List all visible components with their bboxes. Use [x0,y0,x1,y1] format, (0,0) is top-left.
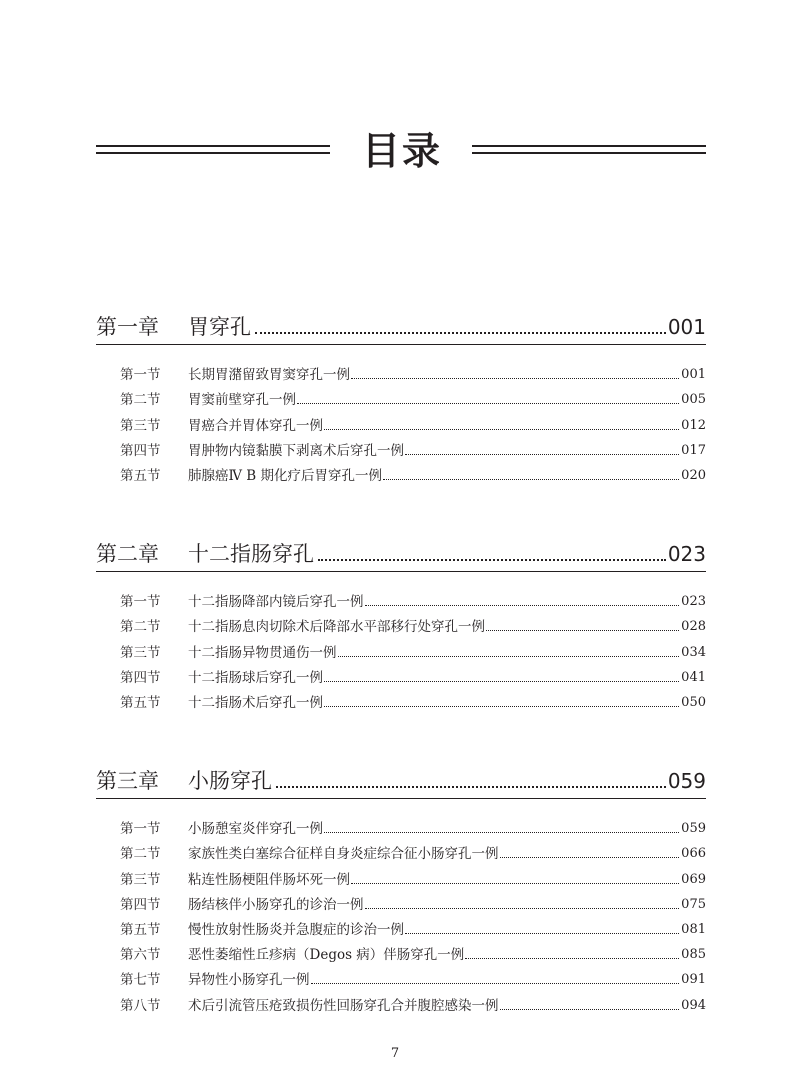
chapter-title: 胃穿孔 [188,315,251,339]
leader-dots [311,983,680,984]
section-number: 第二节 [120,846,161,863]
chapter-page: 023 [667,542,706,566]
toc-entry[interactable] [96,863,706,888]
section-title: 胃癌合并胃体穿孔一例 [188,417,323,434]
toc-title-block [0,127,790,177]
leader-dots [351,883,679,884]
toc-entry[interactable] [96,435,706,460]
leader-dots [276,786,666,788]
chapter-title: 十二指肠穿孔 [188,542,314,566]
page-number: 7 [390,1046,400,1061]
section-number: 第六节 [120,947,161,964]
section-number: 第四节 [120,896,161,913]
section-page: 066 [681,846,706,862]
section-page: 012 [681,417,706,433]
chapter-number: 第二章 [96,542,159,566]
leader-dots [365,605,680,606]
toc-entry[interactable] [96,939,706,964]
chapter-number: 第三章 [96,769,159,793]
title-double-rule-right [472,145,706,155]
leader-dots [318,559,666,561]
chapter-3 [96,764,706,1015]
section-title: 十二指肠降部内镜后穿孔一例 [188,594,364,611]
section-number: 第五节 [120,921,161,938]
section-page: 094 [681,997,706,1013]
section-number: 第八节 [120,997,161,1014]
chapter-page: 059 [667,769,706,793]
section-title: 胃肿物内镜黏膜下剥离术后穿孔一例 [188,442,404,459]
section-number: 第一节 [120,367,161,384]
section-page: 001 [681,367,706,383]
toc-entry[interactable] [96,384,706,409]
section-page: 034 [681,644,706,660]
section-title: 胃窦前壁穿孔一例 [188,392,296,409]
leader-dots [324,429,679,430]
leader-dots [297,403,679,404]
section-page: 017 [681,442,706,458]
section-page: 023 [681,594,706,610]
toc-title: 目录 [361,129,442,173]
chapter-heading[interactable] [96,310,706,345]
section-list [96,813,706,1015]
toc-entry[interactable] [96,359,706,384]
section-title: 十二指肠息肉切除术后降部水平部移行处穿孔一例 [188,619,485,636]
section-page: 091 [681,972,706,988]
section-title: 慢性放射性肠炎并急腹症的诊治一例 [188,921,404,938]
section-number: 第二节 [120,392,161,409]
leader-dots [365,908,680,909]
section-number: 第四节 [120,442,161,459]
section-number: 第三节 [120,871,161,888]
section-number: 第一节 [120,594,161,611]
leader-dots [351,378,679,379]
section-page: 081 [681,921,706,937]
toc-entry[interactable] [96,409,706,434]
section-title: 异物性小肠穿孔一例 [188,972,310,989]
section-title: 十二指肠术后穿孔一例 [188,694,323,711]
section-number: 第二节 [120,619,161,636]
section-page: 075 [681,896,706,912]
chapter-page: 001 [667,315,706,339]
section-title: 肺腺癌Ⅳ B 期化疗后胃穿孔一例 [188,467,382,484]
section-page: 020 [681,467,706,483]
section-page: 028 [681,619,706,635]
leader-dots [500,857,680,858]
section-page: 005 [681,392,706,408]
toc-entry[interactable] [96,914,706,939]
section-number: 第三节 [120,644,161,661]
leader-dots [324,681,679,682]
chapter-number: 第一章 [96,315,159,339]
section-title: 家族性类白塞综合征样自身炎症综合征小肠穿孔一例 [188,846,499,863]
toc-entry[interactable] [96,838,706,863]
section-number: 第三节 [120,417,161,434]
leader-dots [500,1009,680,1010]
leader-dots [405,933,679,934]
section-page: 069 [681,871,706,887]
toc-entry[interactable] [96,586,706,611]
chapter-title: 小肠穿孔 [188,769,272,793]
section-title: 术后引流管压疮致损伤性回肠穿孔合并腹腔感染一例 [188,997,499,1014]
section-number: 第五节 [120,467,161,484]
section-title: 十二指肠异物贯通伤一例 [188,644,337,661]
section-title: 长期胃潴留致胃窦穿孔一例 [188,367,350,384]
toc-entry[interactable] [96,460,706,485]
leader-dots [465,958,679,959]
section-list [96,586,706,712]
section-list [96,359,706,485]
section-title: 恶性萎缩性丘疹病（Degos 病）伴肠穿孔一例 [188,947,465,964]
section-number: 第七节 [120,972,161,989]
section-title: 肠结核伴小肠穿孔的诊治一例 [188,896,364,913]
toc-entry[interactable] [96,964,706,989]
leader-dots [324,706,679,707]
section-title: 粘连性肠梗阻伴肠坏死一例 [188,871,350,888]
leader-dots [383,479,679,480]
section-page: 050 [681,694,706,710]
leader-dots [324,832,679,833]
section-page: 041 [681,669,706,685]
toc-entry[interactable] [96,611,706,636]
toc-entry[interactable] [96,687,706,712]
chapter-heading[interactable] [96,764,706,799]
chapter-heading[interactable] [96,537,706,572]
toc-entry[interactable] [96,636,706,661]
leader-dots [405,454,679,455]
section-page: 085 [681,947,706,963]
toc-entry[interactable] [96,989,706,1014]
chapter-2 [96,537,706,712]
section-title: 小肠憩室炎伴穿孔一例 [188,821,323,838]
leader-dots [255,332,666,334]
section-number: 第五节 [120,694,161,711]
chapter-1 [96,310,706,485]
section-page: 059 [681,821,706,837]
toc-entry[interactable] [96,662,706,687]
leader-dots [486,630,679,631]
section-title: 十二指肠球后穿孔一例 [188,669,323,686]
toc-entry[interactable] [96,813,706,838]
leader-dots [338,656,680,657]
section-number: 第四节 [120,669,161,686]
section-number: 第一节 [120,821,161,838]
title-double-rule-left [96,145,330,155]
toc-entry[interactable] [96,889,706,914]
